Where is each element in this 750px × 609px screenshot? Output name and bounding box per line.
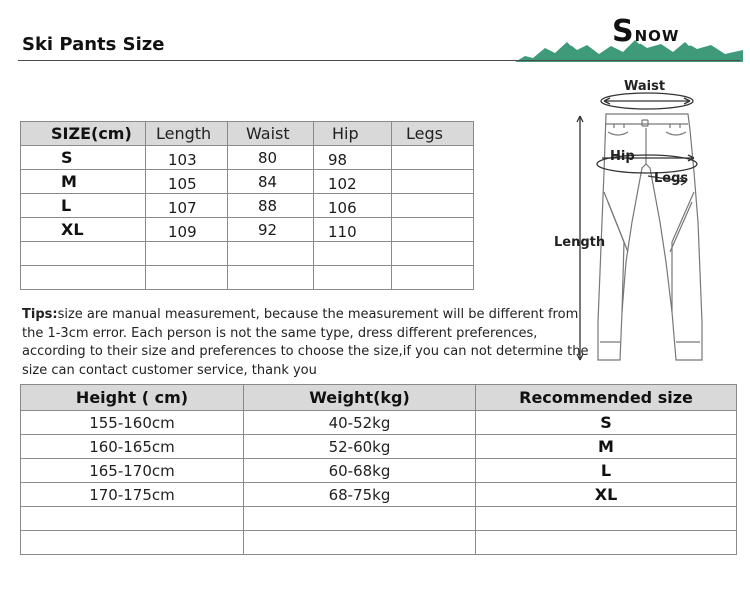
page-title: Ski Pants Size — [22, 34, 165, 55]
table-row — [21, 170, 474, 194]
diagram-label-legs: Legs — [654, 171, 689, 186]
empty-cell — [146, 266, 228, 290]
table-row — [21, 411, 737, 435]
recommended-size-cell: L — [476, 459, 737, 483]
size-cell: L — [21, 194, 146, 218]
weight-cell: 40-52kg — [244, 411, 476, 435]
diagram-label-waist: Waist — [624, 79, 666, 94]
empty-cell — [146, 242, 228, 266]
empty-cell — [476, 531, 737, 555]
waist-cell: 92 — [228, 218, 314, 242]
legs-cell — [392, 194, 474, 218]
diagram-label-hip: Hip — [610, 149, 635, 164]
waist-cell: 80 — [228, 146, 314, 170]
empty-cell — [21, 507, 244, 531]
empty-cell — [21, 531, 244, 555]
table-row — [21, 531, 737, 555]
empty-cell — [228, 242, 314, 266]
legs-cell — [392, 170, 474, 194]
table-row — [21, 459, 737, 483]
weight-cell: 68-75kg — [244, 483, 476, 507]
empty-cell — [21, 266, 146, 290]
empty-cell — [244, 531, 476, 555]
recommended-size-cell: S — [476, 411, 737, 435]
hip-cell: 102 — [314, 170, 392, 194]
hip-cell: 98 — [314, 146, 392, 170]
column-header: SIZE(cm) — [21, 122, 146, 146]
legs-cell — [392, 218, 474, 242]
weight-cell: 60-68kg — [244, 459, 476, 483]
empty-cell — [21, 242, 146, 266]
pants-measurement-diagram — [548, 72, 744, 372]
waist-cell: 88 — [228, 194, 314, 218]
height-cell: 170-175cm — [21, 483, 244, 507]
table-row — [21, 194, 474, 218]
empty-cell — [244, 507, 476, 531]
waist-cell: 84 — [228, 170, 314, 194]
hip-cell: 110 — [314, 218, 392, 242]
column-header: Legs — [392, 122, 474, 146]
table-row — [21, 507, 737, 531]
tips-label: Tips: — [22, 307, 58, 322]
recommended-size-table — [20, 384, 737, 555]
empty-cell — [476, 507, 737, 531]
table-row — [21, 483, 737, 507]
logo-rest: NOW — [634, 27, 680, 45]
height-cell: 160-165cm — [21, 435, 244, 459]
weight-cell: 52-60kg — [244, 435, 476, 459]
size-chart-table — [20, 121, 474, 290]
column-header: Hip — [314, 122, 392, 146]
tips-text — [22, 306, 592, 380]
column-header: Length — [146, 122, 228, 146]
diagram-label-length: Length — [554, 235, 606, 250]
empty-cell — [314, 266, 392, 290]
tips-body: size are manual measurement, because the measurement will be different from the 1-3cm error. Each person is not the same type, dress different preferences, according to their size and preferences to choose the size,if you can not determine the size can contact customer service, thank you — [22, 307, 589, 378]
hip-cell: 106 — [314, 194, 392, 218]
column-header: Recommended size — [476, 385, 737, 411]
height-cell: 165-170cm — [21, 459, 244, 483]
height-cell: 155-160cm — [21, 411, 244, 435]
table-row — [21, 218, 474, 242]
size-cell: M — [21, 170, 146, 194]
length-cell: 109 — [146, 218, 228, 242]
table-row — [21, 435, 737, 459]
column-header: Height ( cm) — [21, 385, 244, 411]
size-cell: XL — [21, 218, 146, 242]
table-header-row — [21, 122, 474, 146]
length-cell: 103 — [146, 146, 228, 170]
table-row — [21, 242, 474, 266]
empty-cell — [392, 242, 474, 266]
recommended-size-cell: XL — [476, 483, 737, 507]
length-cell: 105 — [146, 170, 228, 194]
size-cell: S — [21, 146, 146, 170]
empty-cell — [314, 242, 392, 266]
column-header: Weight(kg) — [244, 385, 476, 411]
recommended-size-cell: M — [476, 435, 737, 459]
table-row — [21, 266, 474, 290]
logo-initial: S — [612, 14, 635, 49]
table-header-row — [21, 385, 737, 411]
legs-cell — [392, 146, 474, 170]
empty-cell — [392, 266, 474, 290]
title-divider — [18, 60, 740, 61]
length-cell: 107 — [146, 194, 228, 218]
brand-logo — [612, 14, 679, 49]
table-row — [21, 146, 474, 170]
column-header: Waist — [228, 122, 314, 146]
empty-cell — [228, 266, 314, 290]
